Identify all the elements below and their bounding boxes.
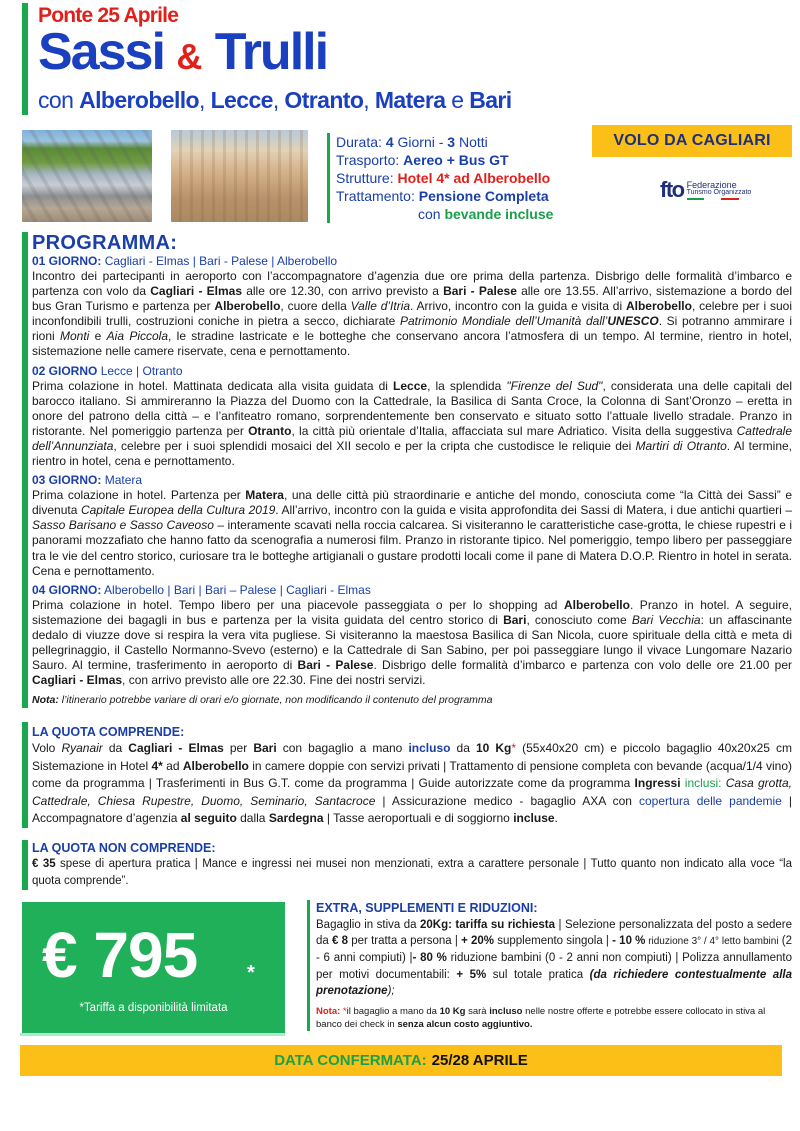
transport-row [336,151,553,169]
text-run: (55x40x20 cm) e piccolo bagaglio 40x20x25 cm Sistemazione in Hotel [32,741,793,773]
day-label: 02 GIORNO [32,363,98,378]
text-run: Cagliari - Elmas [150,284,243,299]
text-run: - 80 % [412,952,447,965]
text-run: incluso [408,741,451,755]
text-run: 3° / 4° letto bambini [688,936,779,948]
included-section [22,722,792,828]
itinerary-note [32,692,792,708]
text-run: senza alcun costo aggiuntivo. [397,1019,533,1031]
text-run: Cagliari - Elmas [32,673,123,688]
text-run: ad [162,758,183,773]
text-run: Nota: [316,1006,341,1018]
text-run: Alberobello [563,597,630,612]
day-description [32,598,792,689]
day-heading [32,473,792,488]
text-run: + 20% [461,935,495,948]
text-run: Matera [245,488,284,503]
text-run: da [102,741,129,755]
text-run: copertura delle pandemie [639,793,782,808]
confirmed-date-bar [20,1045,782,1076]
separator: e [445,87,470,113]
text-run: Sardegna [268,811,324,825]
days-count: 4 [385,134,394,150]
text-run: Alberobello [625,299,692,314]
text-run: nelle nostre offerte e potrebbe essere collocato in stiva al banco dei check in [316,1006,766,1031]
text-run: | Accompagnatore d’agenzia [32,793,793,825]
text-run: (da richiedere contestualmente alla prenotazione [316,968,792,997]
text-run: * [340,1006,347,1018]
day-heading [32,583,792,598]
duration-label: Durata: [336,134,382,150]
text-run: Incontro dei partecipanti in aeroporto con l’accompagnatore d’agenzia due ore prima della partenza. Disbrigo delle formalità d’imbarco e partenza con volo da [32,269,792,299]
italian-flag-icon [687,198,739,200]
separator: , [199,87,211,113]
program-section [22,232,792,708]
text-run: Bari - Palese [443,284,517,299]
text-run: dalla [236,811,269,825]
text-run: , considerata una delle capitali del barocco italiano. Si ammireranno la Piazza del Duomo con la Cattedrale, la Basilica di Santa Croce, la Colonna di Sant’Oronzo – eretta in onore del patrono della città – e l’anfiteatro romano, sorprendentemente ben conservato e situato sotto l’attuale livello stradale. Pranzo in ristorante. Nel pomeriggio partenza per [32,378,792,438]
program-title: PROGRAMMA: [32,232,178,254]
text-run: Casa grotta, Cattedrale, Chiesa Rupestre, Duomo, Seminario, Santacroce [32,776,793,808]
text-run: Capitale Europea della Cultura 2019 [80,503,276,518]
text-run: | Selezione personalizzata del posto a sedere da [316,919,792,948]
text-run: + 5% [456,968,487,981]
day-route: Matera [104,473,143,488]
text-run: e [89,329,107,344]
text-run: ); [387,984,395,997]
not-included-section [22,840,792,890]
text-run: , celebre per i suoi splendidi mosaici del XII secolo e per la cripta che custodisce le reliquie dei [113,438,636,453]
drinks-prefix: con [418,206,441,222]
place-alberobello: Alberobello [79,87,200,113]
text-run: Bagaglio in stiva da [316,919,421,931]
text-run: da [450,741,476,755]
text-run: per tratta a persona | [348,935,462,948]
text-run: inclusi [680,776,719,790]
text-run: , conosciuto come [526,612,632,627]
text-run: Monti [60,329,90,344]
place-matera: Matera [374,87,446,113]
accommodation-value: Hotel 4* ad Alberobello [397,170,551,186]
text-run: . Arrivo, incontro con la guida e visita di [410,299,626,314]
text-run: Lecce [393,378,428,393]
text-run: * [511,741,517,755]
text-run: in camere doppie con servizi privati | Trattamento di pensione completa con bevande (acqua/1/4 vino) come da programma | Trasferimenti in Bus G.T. come da programma | Guide autorizzate come da programma [32,758,792,790]
day-1 [32,254,792,360]
text-run: € 8 [332,935,349,948]
text-run: 20Kg: tariffa su richiesta [420,919,556,931]
page-title [38,23,582,82]
fto-mark: fto [660,177,684,202]
trip-info [327,133,553,223]
extras-title: EXTRA, SUPPLEMENTI E RIDUZIONI: [316,901,538,915]
place-bari: Bari [469,87,512,113]
day-heading [32,364,792,379]
text-run: Alberobello [214,299,281,314]
text-run: Bari - Palese [297,658,374,673]
destinations-line [38,86,582,114]
text-run: Volo [32,741,62,755]
accommodation-label: Strutture: [336,170,394,186]
text-run: sarà [465,1006,490,1018]
fto-line2: Turismo Organizzato [686,188,752,196]
text-run: con bagaglio a mano [276,741,409,755]
text-run: . Pranzo in hotel. A seguire, sistemazione dei bagagli in bus e partenza per la visita guidata del centro storico di [32,597,792,627]
text-run: , una delle città più straordinarie e antiche del mondo, conosciuta come “la Città dei Sassi” e divenuta [32,488,793,518]
text-run: Patrimonio Mondiale dell’Umanità dall’ [399,314,608,329]
header [22,3,582,115]
board-row [336,187,553,205]
text-run: Bari [253,741,277,755]
text-run: , le stradine lastricate e le botteghe che conservano ancora l’atmosfera di un tempo. Al termine, rientro in hotel, sistemazione nelle camere riservate, cena e pernottamento. [32,329,792,359]
text-run: € 35 [32,858,56,870]
text-run: , celebre per i suoi inconfondibili trulli, costruzioni coniche in pietra a secco, dichiarate [32,299,793,329]
divider [20,1033,285,1036]
text-run: (2 - 6 anni compiuti) | [316,935,792,965]
photo-trulli-alberobello [22,130,152,222]
day-label: 03 GIORNO: [32,473,102,488]
text-run: supplemento singola | [494,935,613,948]
duration-row [336,133,553,151]
text-run: Alberobello [182,758,249,773]
board-label: Trattamento: [336,188,415,204]
text-run: , la splendida [427,378,507,393]
extras-section [307,900,792,1031]
price-note: *Tariffa a disponibilità limitata [79,1002,228,1014]
text-run: | Assicurazione medico - bagaglio AXA con [375,793,639,808]
fto-logo [660,177,752,202]
drinks-row [336,205,553,223]
text-run: . Disbrigo delle formalità d’imbarco e partenza con volo delle ore 21.00 per [373,658,792,673]
board-value: Pensione Completa [418,188,549,204]
not-included-text [32,856,792,890]
text-run: Ingressi [634,776,681,790]
transport-value: Aereo + Bus GT [403,152,509,168]
text-run: riduzione [645,936,689,948]
text-run: : un affascinante dedalo di viuzze dove si respira la vera vita pugliese. Si visiteranno la maestosa Basilica di San Nicola, cuore spirituale della città e meta di pellegrinaggio, il Castello Normanno-Svevo (esterno) e la Cattedrale di San Sabino, per poi passeggiare lungo il vivace Lungomare Nazario Sauro. Al termine, trasferimento in aeroporto di [32,612,792,673]
text-run: riduzione bambini (0 - 2 anni non compiuti) | Polizza annullamento per motivi documentabili: [316,952,792,981]
text-run: Ryanair [61,741,103,755]
separator: , [272,87,285,113]
text-run: Cattedrale dell’Annunziata [32,423,793,453]
text-run: - 10 % [612,935,646,948]
day-description [32,269,792,360]
text-run: , cuore della [280,299,351,314]
text-run: 4* [151,758,163,773]
nights-word: Notti [458,134,488,150]
text-run: . All’arrivo, incontro con la guida e visita approfondita dei Sassi di Matera, i due antichi quartieri – [275,503,793,518]
day-label: 04 GIORNO: [32,582,102,597]
not-included-title: LA QUOTA NON COMPRENDE: [32,841,216,855]
text-run: Prima colazione in hotel. Mattinata dedicata alla visita guidata di [32,378,394,393]
included-title: LA QUOTA COMPRENDE: [32,725,185,739]
flight-origin-badge: VOLO DA CAGLIARI [592,125,792,157]
text-run: Bari Vecchia [631,612,701,627]
days-word: Giorni - [397,134,444,150]
fto-text [687,181,752,200]
text-run: Martiri di Otranto [635,438,727,453]
text-run: al seguito [180,811,237,825]
text-run: alle ore 13.55. All’arrivo, sistemazione a bordo del bus Gran Turismo e partenza per [32,284,793,314]
text-run: UNESCO [607,314,659,329]
drinks-value: bevande incluse [444,206,554,222]
note-text: l’itinerario potrebbe variare di orari e/o giornate, non modificando il contenuto del programma [58,694,493,707]
text-run: Prima colazione in hotel. Partenza per [32,488,246,503]
text-run: 10 Kg [475,741,512,755]
text-run: Prima colazione in hotel. Tempo libero per una piacevole passeggiata o per lo shopping ad [32,597,564,612]
text-run: | Tasse aeroportuali e di soggiorno [323,811,514,825]
day-route: Lecce | Otranto [100,363,183,378]
text-run: Cagliari - Elmas [128,741,224,755]
occasion-label: Ponte 25 Aprile [38,4,179,27]
day-4 [32,583,792,689]
day-2 [32,364,792,470]
accommodation-row [336,169,553,187]
text-run: Valle d’Itria [350,299,411,314]
day-route: Alberobello | Bari | Bari – Palese | Cagliari - Elmas [104,582,371,597]
place-otranto: Otranto [284,87,364,113]
title-ampersand: & [176,36,203,77]
place-lecce: Lecce [210,87,273,113]
price-box [22,902,285,1033]
text-run: , la città più orientale d’Italia, affacciata sul mare Adriatico. Visita della suggestiva [291,423,737,438]
text-run: . [554,811,558,825]
date-label: DATA CONFERMATA: [274,1052,427,1069]
text-run: il bagaglio a mano da [346,1006,440,1018]
text-run: sul totale pratica [486,968,590,981]
text-run: – interamente scavati nella roccia calcarea. Si visiteranno le caratteristiche case-grotta, le chiese rupestri e i panorami mozzafiato che hanno fatto da scenografia a numerosi film. Pranzo in ristorante tipico. Nel pomeriggio, tempo libero per passeggiare tra le vie del centro storico, curiosare tra le botteghe artigianali o gustare prodotti locali come il pane di Matera D.O.P. Rientro in hotel in serata. Cena e pernottamento. [32,518,793,578]
text-run: Bari [503,612,527,627]
text-run: , con arrivo previsto alle ore 22.30. Fine dei nostri servizi. [122,673,426,688]
text-run: per [223,741,254,755]
text-run: "Firenze del Sud" [506,378,603,393]
text-run: : [718,776,726,790]
title-sassi: Sassi [38,23,164,81]
photo-sassi-matera [171,130,308,222]
extras-text [316,917,792,999]
text-run: . Si potranno ammirare i rioni [32,314,792,344]
text-run: Otranto [248,423,292,438]
subtitle-prefix: con [38,87,74,113]
transport-label: Trasporto: [336,152,400,168]
text-run: incluso [489,1006,523,1018]
text-run: Aia Piccola [106,329,168,344]
luggage-note [316,1005,792,1031]
day-route: Cagliari - Elmas | Bari - Palese | Alberobello [104,254,338,268]
day-description [32,488,792,579]
text-run: 10 Kg [439,1006,466,1018]
title-trulli: Trulli [214,23,328,81]
separator: , [363,87,375,113]
fto-line1: Federazione [686,179,737,190]
text-run: alle ore 12.30, con arrivo previsto a [242,284,444,299]
note-label: Nota: [32,694,59,707]
included-text [32,740,792,828]
date-value: 25/28 APRILE [431,1052,528,1069]
text-run: . Al termine, rientro in hotel, cena e pernottamento. [32,438,793,469]
text-run: incluse [513,811,555,825]
text-run: spese di apertura pratica | Mance e ingressi nei musei non menzionati, extra a carattere personale | Tutto quanto non indicato alla voce “la quota comprende”. [32,858,792,887]
day-label: 01 GIORNO: [32,254,102,268]
day-3 [32,473,792,579]
nights-count: 3 [447,134,456,150]
price-asterisk: * [247,962,255,984]
text-run: Sasso Barisano e Sasso Caveoso [32,518,214,533]
day-heading [32,254,792,269]
price-value: € 795 [42,919,198,991]
day-description [32,379,792,470]
